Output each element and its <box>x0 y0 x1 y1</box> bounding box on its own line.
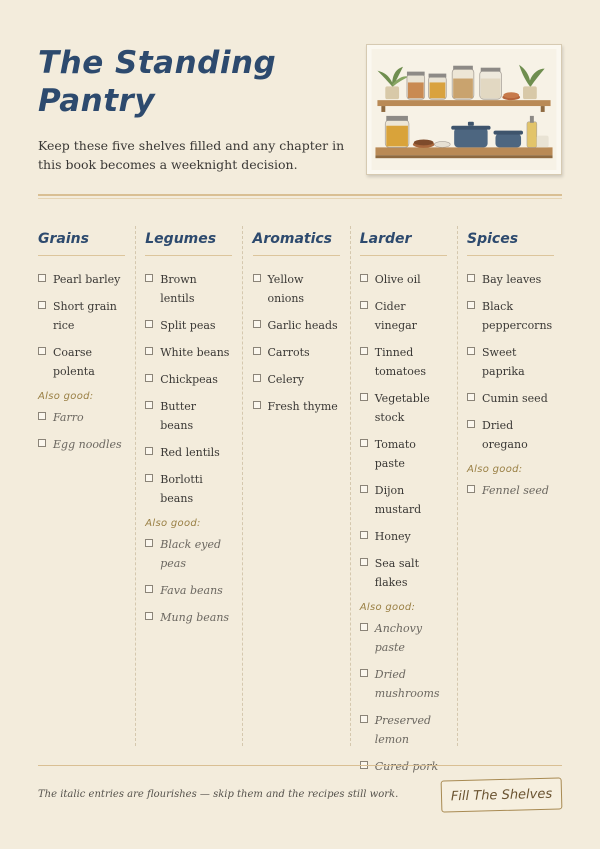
pantry-item <box>253 397 340 416</box>
checkbox-icon[interactable] <box>145 447 153 455</box>
checkbox-icon[interactable] <box>360 301 368 309</box>
checkbox-icon[interactable] <box>145 585 153 593</box>
column-heading: Spices <box>467 226 554 256</box>
checkbox-icon[interactable] <box>360 439 368 447</box>
item-label: Black eyed peas <box>160 538 222 570</box>
top-divider-thin <box>38 198 562 199</box>
pantry-item <box>360 435 447 473</box>
column-heading: Legumes <box>145 226 232 256</box>
checkbox-icon[interactable] <box>145 401 153 409</box>
column-heading: Larder <box>360 226 447 256</box>
checkbox-icon[interactable] <box>145 374 153 382</box>
item-label: Black peppercorns <box>482 300 553 332</box>
column-divider <box>350 226 351 746</box>
optional-item <box>145 608 232 627</box>
checkbox-icon[interactable] <box>360 393 368 401</box>
item-label: Cider vinegar <box>374 300 417 332</box>
pantry-item <box>360 554 447 592</box>
checkbox-icon[interactable] <box>38 274 46 282</box>
pantry-item <box>145 370 232 389</box>
column-divider <box>457 226 458 746</box>
pantry-item <box>38 270 125 289</box>
pantry-item <box>145 443 232 462</box>
checkbox-icon[interactable] <box>467 347 475 355</box>
item-label: White beans <box>160 346 230 359</box>
checkbox-icon[interactable] <box>360 274 368 282</box>
checkbox-icon[interactable] <box>38 412 46 420</box>
also-good-label: Also good: <box>145 518 201 529</box>
column-divider <box>135 226 136 746</box>
pantry-columns <box>38 226 562 773</box>
pantry-item <box>360 270 447 289</box>
column-heading: Aromatics <box>253 226 340 256</box>
item-label: Sea salt flakes <box>374 557 419 589</box>
item-label: Olive oil <box>374 273 421 286</box>
checkbox-icon[interactable] <box>360 347 368 355</box>
item-label: Cured pork <box>374 760 439 773</box>
pantry-item <box>253 343 340 362</box>
item-label: Preserved lemon <box>374 714 432 746</box>
checkbox-icon[interactable] <box>360 715 368 723</box>
intro-text: Keep these five shelves filled and any chapter in this book becomes a weeknight decision. <box>38 138 345 172</box>
checkbox-icon[interactable] <box>253 401 261 409</box>
item-label: Bay leaves <box>482 273 542 286</box>
pantry-shelves-illustration <box>366 44 562 175</box>
item-label: Dijon mustard <box>374 484 422 516</box>
item-label: Honey <box>374 530 411 543</box>
item-label: Egg noodles <box>53 438 122 451</box>
checkbox-icon[interactable] <box>38 301 46 309</box>
checkbox-icon[interactable] <box>38 439 46 447</box>
checkbox-icon[interactable] <box>360 669 368 677</box>
checkbox-icon[interactable] <box>360 623 368 631</box>
also-good-label: Also good: <box>38 391 94 402</box>
checkbox-icon[interactable] <box>253 320 261 328</box>
pantry-item <box>467 297 554 335</box>
column-grains <box>38 226 125 746</box>
item-label: Red lentils <box>160 446 220 459</box>
item-label: Pearl barley <box>53 273 121 286</box>
pantry-item <box>253 316 340 335</box>
checkbox-icon[interactable] <box>360 558 368 566</box>
optional-item <box>145 535 232 573</box>
optional-item <box>360 665 447 703</box>
item-label: Farro <box>53 411 84 424</box>
pantry-item <box>467 389 554 408</box>
checkbox-icon[interactable] <box>467 274 475 282</box>
footnote: The italic entries are flourishes — skip them and the recipes still work. <box>38 789 399 800</box>
optional-item <box>145 581 232 600</box>
item-label: Chickpeas <box>160 373 218 386</box>
checkbox-icon[interactable] <box>360 485 368 493</box>
item-label: Mung beans <box>160 611 230 624</box>
checkbox-icon[interactable] <box>253 374 261 382</box>
pantry-item <box>467 416 554 454</box>
also-good-label: Also good: <box>467 464 523 475</box>
item-label: Split peas <box>160 319 216 332</box>
pantry-item <box>360 527 447 546</box>
item-label: Vegetable stock <box>374 392 430 424</box>
checkbox-icon[interactable] <box>467 393 475 401</box>
pantry-item <box>360 297 447 335</box>
checkbox-icon[interactable] <box>467 301 475 309</box>
checkbox-icon[interactable] <box>145 539 153 547</box>
checkbox-icon[interactable] <box>145 320 153 328</box>
item-label: Butter beans <box>160 400 197 432</box>
item-label: Borlotti beans <box>160 473 203 505</box>
pantry-item <box>360 481 447 519</box>
pantry-item <box>360 389 447 427</box>
item-label: Anchovy paste <box>374 622 423 654</box>
pantry-item <box>360 343 447 381</box>
also-good-label: Also good: <box>359 602 416 613</box>
item-label: Tinned tomatoes <box>374 346 426 378</box>
item-label: Short grain rice <box>53 300 117 332</box>
column-spices <box>467 226 554 746</box>
pantry-item <box>38 297 125 335</box>
header <box>38 44 358 174</box>
checkbox-icon[interactable] <box>467 420 475 428</box>
item-label: Dried mushrooms <box>374 668 440 700</box>
pantry-item <box>145 270 232 308</box>
checkbox-icon[interactable] <box>38 347 46 355</box>
item-label: Fava beans <box>160 584 223 597</box>
item-label: Fennel seed <box>482 484 549 497</box>
checkbox-icon[interactable] <box>467 485 475 493</box>
checkbox-icon[interactable] <box>145 347 153 355</box>
pantry-item <box>145 397 232 435</box>
column-divider <box>242 226 243 746</box>
pantry-shelves-icon <box>371 49 557 170</box>
optional-item <box>467 481 554 500</box>
pantry-item <box>467 343 554 381</box>
optional-item <box>360 619 447 657</box>
pantry-item <box>38 343 125 381</box>
pantry-item <box>253 370 340 389</box>
checkbox-icon[interactable] <box>253 347 261 355</box>
column-aromatics <box>253 226 340 746</box>
item-label: Sweet paprika <box>482 346 525 378</box>
item-label: Celery <box>267 373 304 386</box>
optional-item <box>38 408 125 427</box>
item-label: Brown lentils <box>160 273 197 305</box>
page-title: The Standing Pantry <box>38 45 277 119</box>
pantry-item <box>253 270 340 308</box>
item-label: Cumin seed <box>482 392 548 405</box>
checkbox-icon[interactable] <box>145 274 153 282</box>
pantry-item <box>467 270 554 289</box>
checkbox-icon[interactable] <box>360 531 368 539</box>
checkbox-icon[interactable] <box>253 274 261 282</box>
item-label: Coarse polenta <box>53 346 95 378</box>
bottom-divider <box>38 765 562 766</box>
optional-item <box>360 711 447 749</box>
checkbox-icon[interactable] <box>145 612 153 620</box>
column-heading: Grains <box>38 226 125 256</box>
column-larder <box>359 226 447 773</box>
pantry-item <box>145 316 232 335</box>
pantry-item <box>145 470 232 508</box>
item-label: Carrots <box>267 346 310 359</box>
column-legumes <box>145 226 232 746</box>
optional-item <box>38 435 125 454</box>
optional-item <box>360 757 447 776</box>
item-label: Yellow onions <box>267 273 305 305</box>
checkbox-icon[interactable] <box>145 474 153 482</box>
fill-shelves-button[interactable]: Fill The Shelves <box>441 777 563 812</box>
pantry-item <box>145 343 232 362</box>
top-divider <box>38 194 562 196</box>
item-label: Dried oregano <box>482 419 528 451</box>
item-label: Fresh thyme <box>267 400 338 413</box>
item-label: Tomato paste <box>374 438 416 470</box>
item-label: Garlic heads <box>267 319 338 332</box>
